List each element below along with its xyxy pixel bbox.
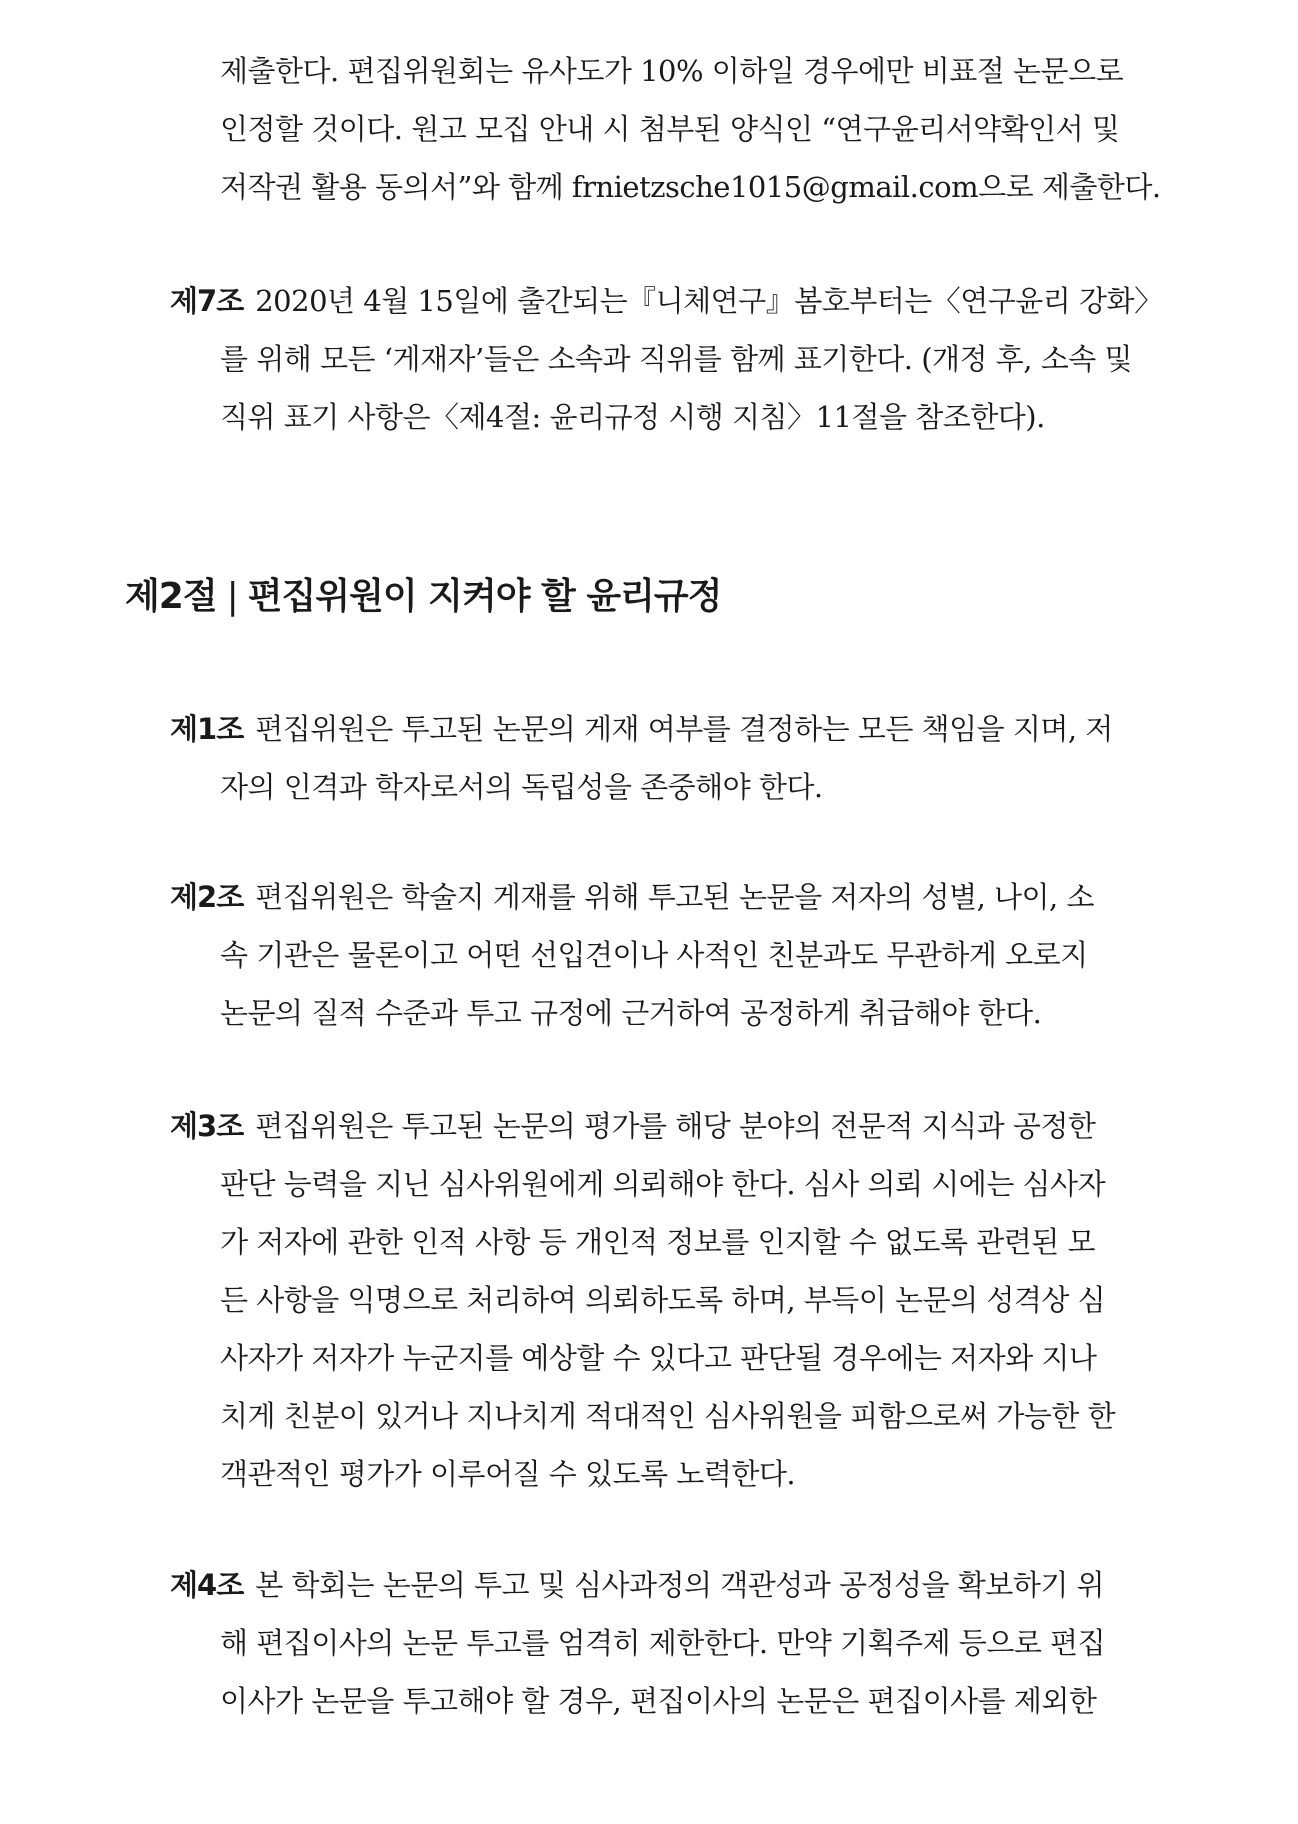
section-heading [125, 568, 721, 619]
article-7 [170, 272, 1220, 446]
article-3 [170, 1097, 1220, 1503]
article-label: 제4조 [170, 1568, 244, 1602]
text-line: 편집위원은 투고된 논문의 게재 여부를 결정하는 모든 책임을 지며, 저 [255, 712, 1113, 746]
text-line: 객관적인 평가가 이루어질 수 있도록 노력한다. [220, 1457, 796, 1491]
text-line: 사자가 저자가 누군지를 예상할 수 있다고 판단될 경우에는 저자와 지나 [220, 1341, 1097, 1375]
text-line: 든 사항을 익명으로 처리하여 의뢰하도록 하며, 부득이 논문의 성격상 심 [220, 1283, 1106, 1317]
text-line: 제출한다. 편집위원회는 유사도가 10% 이하일 경우에만 비표절 논문으로 [220, 54, 1124, 88]
text-line: 가 저자에 관한 인적 사항 등 개인적 정보를 인지할 수 없도록 관련된 모 [220, 1225, 1096, 1259]
article-label: 제3조 [170, 1109, 244, 1143]
text-line: 속 기관은 물론이고 어떤 선입견이나 사적인 친분과도 무관하게 오로지 [220, 938, 1088, 972]
text-line: 논문의 질적 수준과 투고 규정에 근거하여 공정하게 취급해야 한다. [220, 996, 1042, 1030]
text-line: 저작권 활용 동의서”와 함께 frnietzsche1015@gmail.com으로 제출한다. [220, 170, 1161, 204]
continuation-paragraph [220, 42, 1220, 216]
article-label: 제1조 [170, 712, 244, 746]
article-1 [170, 700, 1220, 816]
article-2 [170, 868, 1220, 1042]
article-label: 제2조 [170, 880, 244, 914]
text-line: 치게 친분이 있거나 지나치게 적대적인 심사위원을 피함으로써 가능한 한 [220, 1399, 1116, 1433]
section-title: 편집위원이 지켜야 할 윤리규정 [247, 576, 722, 617]
text-line: 직위 표기 사항은〈제4절: 윤리규정 시행 지침〉11절을 참조한다). [220, 400, 1045, 434]
text-line: 편집위원은 학술지 게재를 위해 투고된 논문을 저자의 성별, 나이, 소 [255, 880, 1094, 914]
section-number: 제2절 [125, 576, 217, 617]
text-line: 인정할 것이다. 원고 모집 안내 시 첨부된 양식인 “연구윤리서약확인서 및 [220, 112, 1120, 146]
text-line: 편집위원은 투고된 논문의 평가를 해당 분야의 전문적 지식과 공정한 [255, 1109, 1096, 1143]
article-4 [170, 1556, 1220, 1730]
text-line: 해 편집이사의 논문 투고를 엄격히 제한한다. 만약 기획주제 등으로 편집 [220, 1626, 1106, 1660]
text-line: 본 학회는 논문의 투고 및 심사과정의 객관성과 공정성을 확보하기 위 [255, 1568, 1105, 1602]
text-line: 를 위해 모든 ‘게재자’들은 소속과 직위를 함께 표기한다. (개정 후, 소속 및 [220, 342, 1132, 376]
section-separator: | [226, 576, 238, 617]
text-line: 이사가 논문을 투고해야 할 경우, 편집이사의 논문은 편집이사를 제외한 [220, 1684, 1097, 1718]
text-line: 자의 인격과 학자로서의 독립성을 존중해야 한다. [220, 770, 823, 804]
text-line: 판단 능력을 지닌 심사위원에게 의뢰해야 한다. 심사 의뢰 시에는 심사자 [220, 1167, 1106, 1201]
text-line: 2020년 4월 15일에 출간되는『니체연구』봄호부터는〈연구윤리 강화〉 [255, 284, 1163, 318]
article-label: 제7조 [170, 284, 244, 318]
